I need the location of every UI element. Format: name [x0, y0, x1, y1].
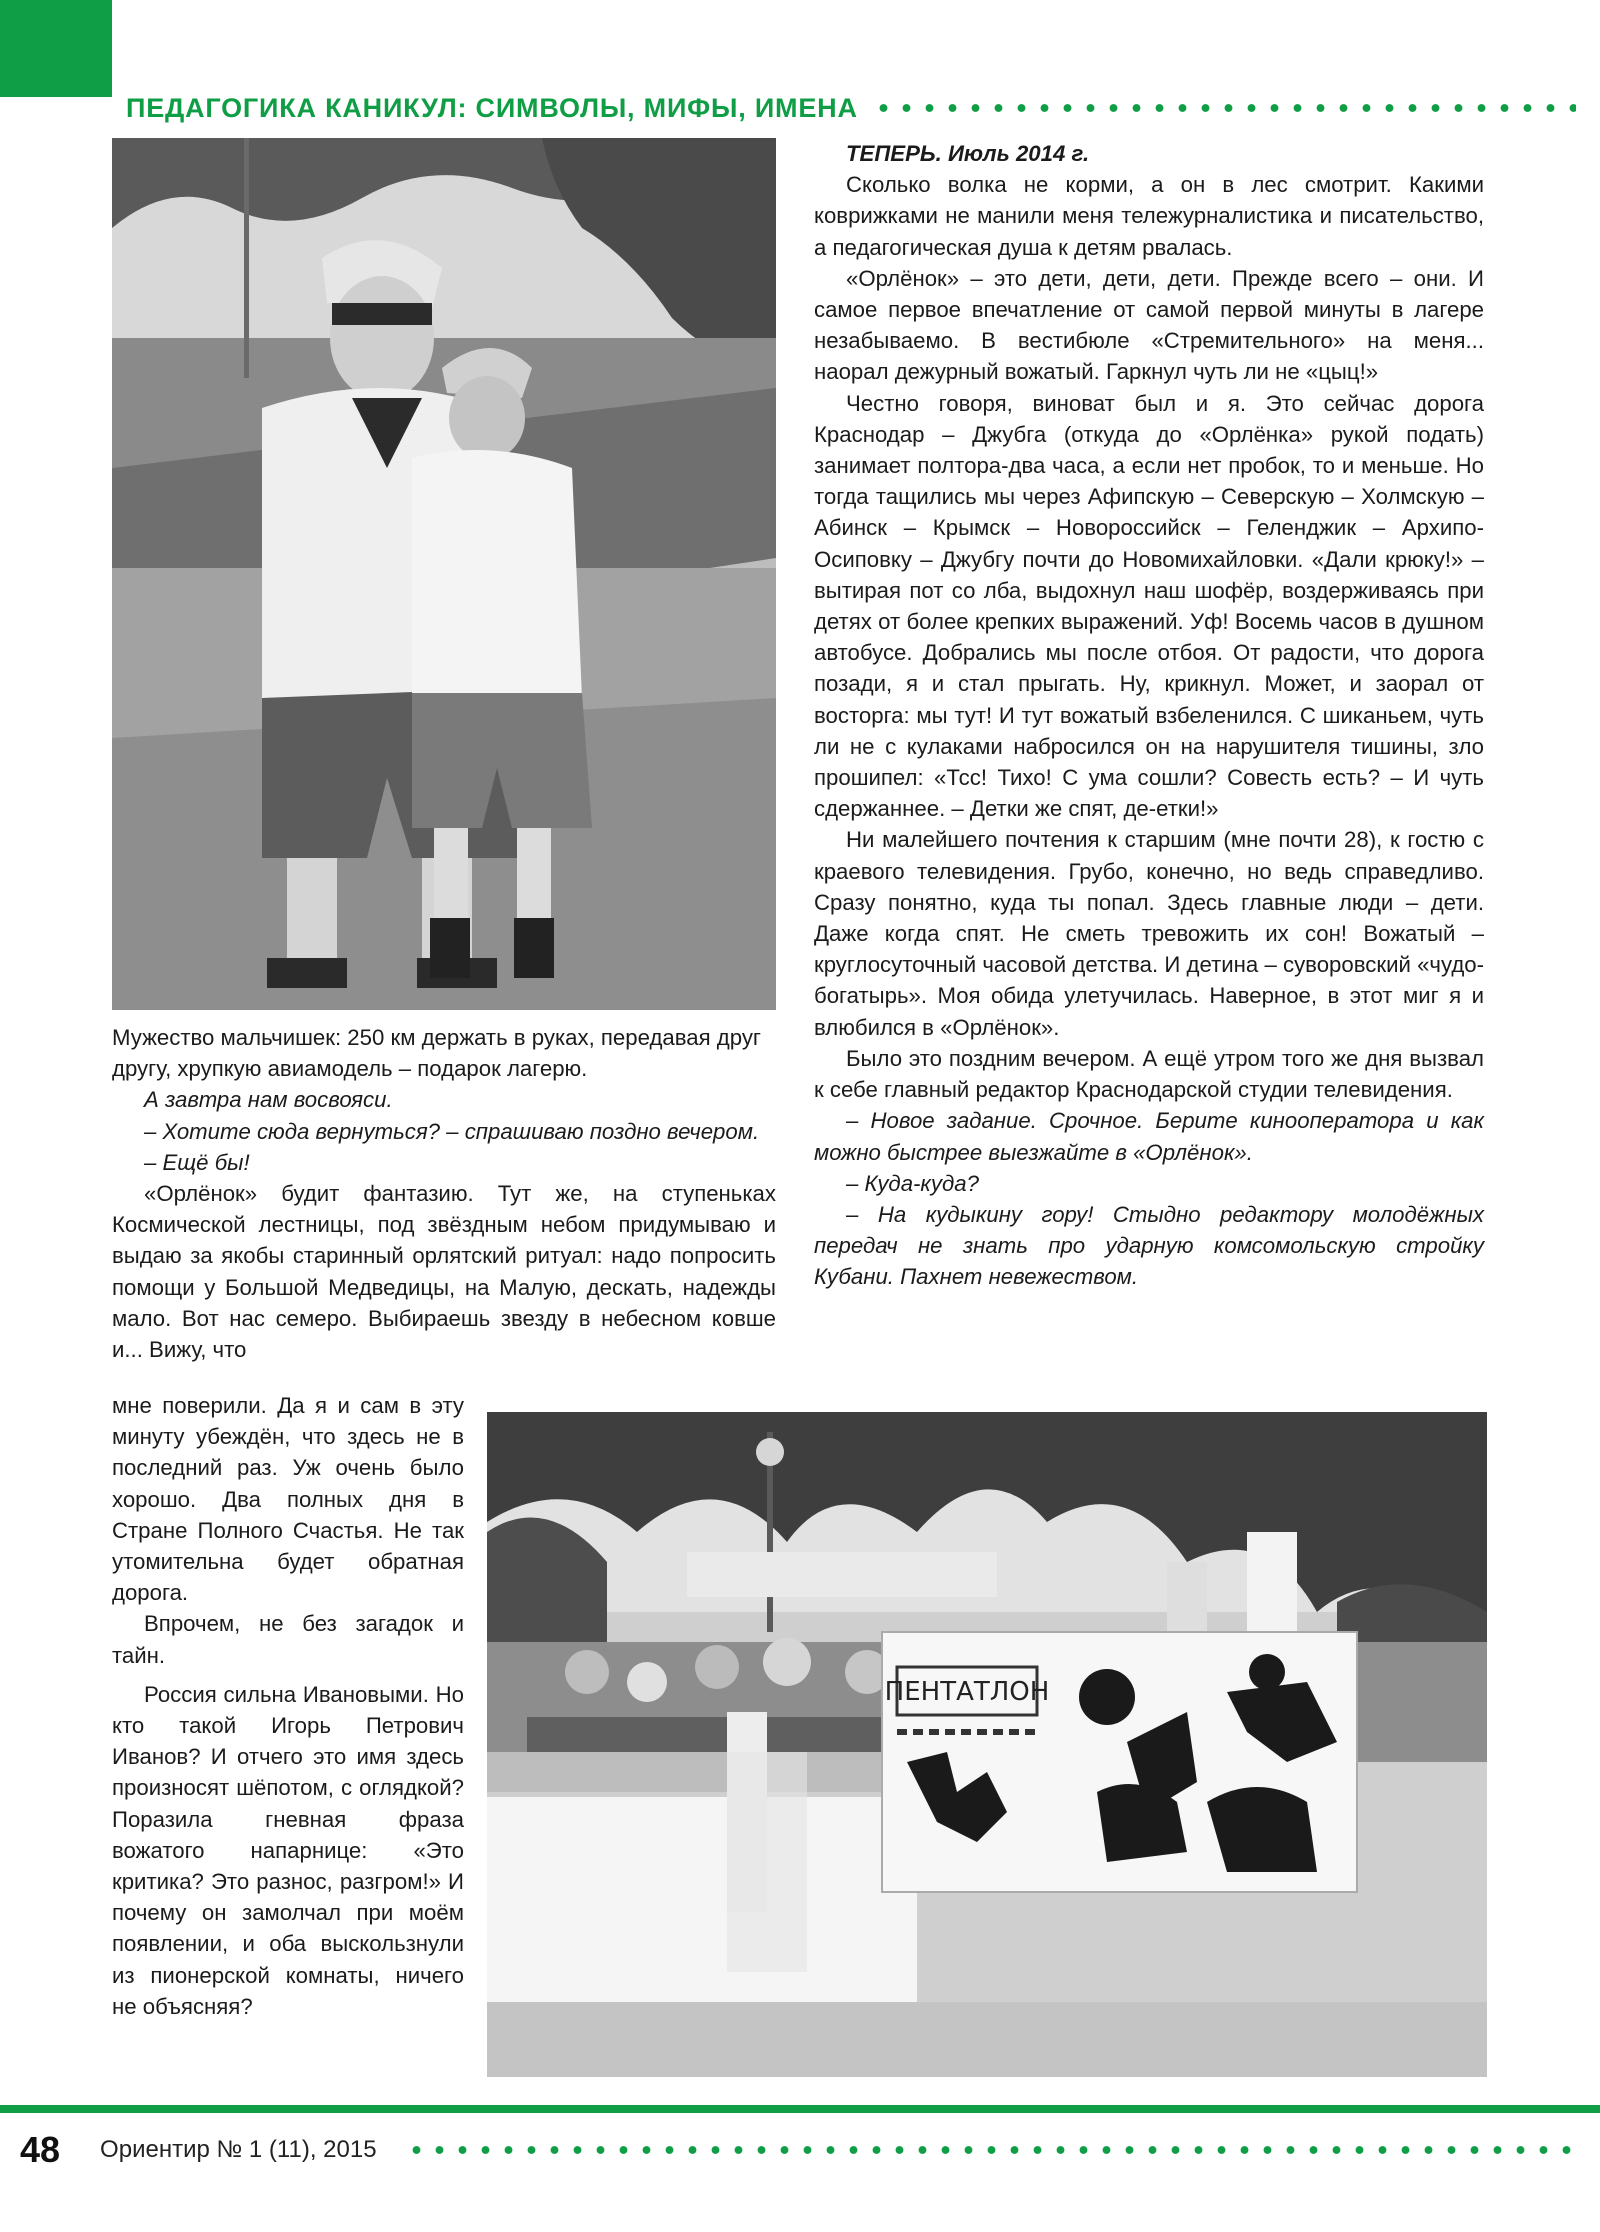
- sign-text: ПЕНТАТЛОН: [884, 1677, 1050, 1707]
- paragraph: Честно говоря, виноват был и я. Это сейчас дорога Краснодар – Джубга (откуда до «Орлёнка» рукой подать) занимает полтора-два часа, а если нет пробок, то и меньше. Но тогда тащились мы через Афипскую – Северскую – Холмскую – Абинск – Крымск – Новороссийск – Геленджик – Архипо-Осиповку – Джубгу почти до Новомихайловки. «Дали крюку!» – вытирая пот со лба, выдохнул наш шофёр, воздерживаясь при детях от более крепких выражений. Уф! Восемь часов в душном автобусе. Добрались мы после отбоя. От радости, что дорога позади, я и стал прыгать. Ну, крикнул. Может, и заорал от восторга: мы тут! И тут вожатый взбеленился. С шиканьем, чуть ли не с кулаками набросился он на нарушителя тишины, зло прошипел: «Тсс! Тихо! С ума сошли? Совесть есть? – И чуть сдержаннее. – Детки же спят, де-етки!»: [814, 390, 1484, 822]
- dialogue-line: – Куда-куда?: [846, 1170, 979, 1196]
- photo-pioneers: [112, 138, 776, 1010]
- section-heading: ТЕПЕРЬ. Июль 2014 г.: [846, 141, 1090, 166]
- dialogue-line: – Ещё бы!: [144, 1149, 250, 1175]
- paragraph: «Орлёнок» – это дети, дети, дети. Прежде всего – они. И самое первое впечатление от самой первой минуты в лагере незабываемо. В вестибюле «Стремительного» на меня... наорал дежурный вожатый. Гаркнул чуть ли не «цыц!»: [814, 265, 1484, 385]
- page-number: 48: [20, 2129, 61, 2170]
- paragraph: Сколько волка не корми, а он в лес смотрит. Какими коврижками не манили меня тележурналистика и писательство, а педагогическая душа к детям рвалась.: [814, 172, 1484, 260]
- paragraph: Было это поздним вечером. А ещё утром того же дня вызвал к себе главный редактор Краснодарской студии телевидения.: [814, 1045, 1484, 1103]
- narrow-column-text: [112, 1390, 464, 2022]
- left-column-text: [112, 1022, 776, 1365]
- right-column-text: [814, 138, 1484, 1293]
- photo-pentathlon-performance: [487, 1412, 1487, 2077]
- corner-color-block: [0, 0, 112, 97]
- section-header: [126, 88, 1576, 128]
- paragraph: мне поверили. Да я и сам в эту минуту убеждён, что здесь не в последний раз. Уж очень было хорошо. Два полных дня в Стране Полного Счастья. Не так утомительна будет обратная дорога.: [112, 1393, 464, 1606]
- footer-rule: [0, 2105, 1600, 2113]
- paragraph: «Орлёнок» будит фантазию. Тут же, на ступеньках Космической лестницы, под звёздным небом придумываю и выдаю за якобы старинный орлятский ритуал: надо попросить помощи у Большой Медведицы, на Малую, дескать, надежды мало. Вот нас семеро. Выбираешь звезду в небесном ковше и... Вижу, что: [112, 1181, 776, 1363]
- dialogue-line: – Новое задание. Срочное. Берите кинооператора и как можно быстрее выезжайте в «Орлёнок».: [814, 1108, 1484, 1165]
- header-dot-leader: [872, 103, 1576, 113]
- dialogue-line: – На кудыкину гору! Стыдно редактору молодёжных передач не знать про ударную комсомольскую стройку Кубани. Пахнет невежеством.: [814, 1201, 1484, 1290]
- photo-caption: Мужество мальчишек: 250 км держать в руках, передавая друг другу, хрупкую авиамодель – подарок лагерю.: [112, 1025, 762, 1082]
- paragraph: Ни малейшего почтения к старшим (мне почти 28), к гостю с краевого телевидения. Грубо, конечно, но ведь справедливо. Сразу понятно, куда ты попал. Здесь главные люди – дети. Даже когда спят. Не сметь тревожить их сон! Вожатый – круглосуточный часовой детства. И детина – суворовский «чудо-богатырь». Моя обида улетучилась. Наверное, в этот миг я и влюбился в «Орлёнок».: [814, 827, 1484, 1040]
- footer-dot-leader: [405, 2145, 1580, 2155]
- dialogue-line: А завтра нам восвояси.: [144, 1087, 393, 1113]
- paragraph: Россия сильна Ивановыми. Но кто такой Игорь Петрович Иванов? И отчего это имя здесь произносят шёпотом, с оглядкой? Поразила гневная фраза вожатого напарнице: «Это критика? Это разнос, разгром!» И почему он замолчал при моём появлении, и оба выскользнули из пионерской комнаты, ничего не объясняя?: [112, 1681, 464, 2019]
- section-title: ПЕДАГОГИКА КАНИКУЛ: СИМВОЛЫ, МИФЫ, ИМЕНА: [126, 92, 858, 123]
- page-footer: [20, 2128, 1580, 2172]
- paragraph: Впрочем, не без загадок и тайн.: [112, 1611, 464, 1668]
- dialogue-line: – Хотите сюда вернуться? – спрашиваю поздно вечером.: [144, 1118, 760, 1144]
- journal-issue: Ориентир № 1 (11), 2015: [100, 2136, 377, 2163]
